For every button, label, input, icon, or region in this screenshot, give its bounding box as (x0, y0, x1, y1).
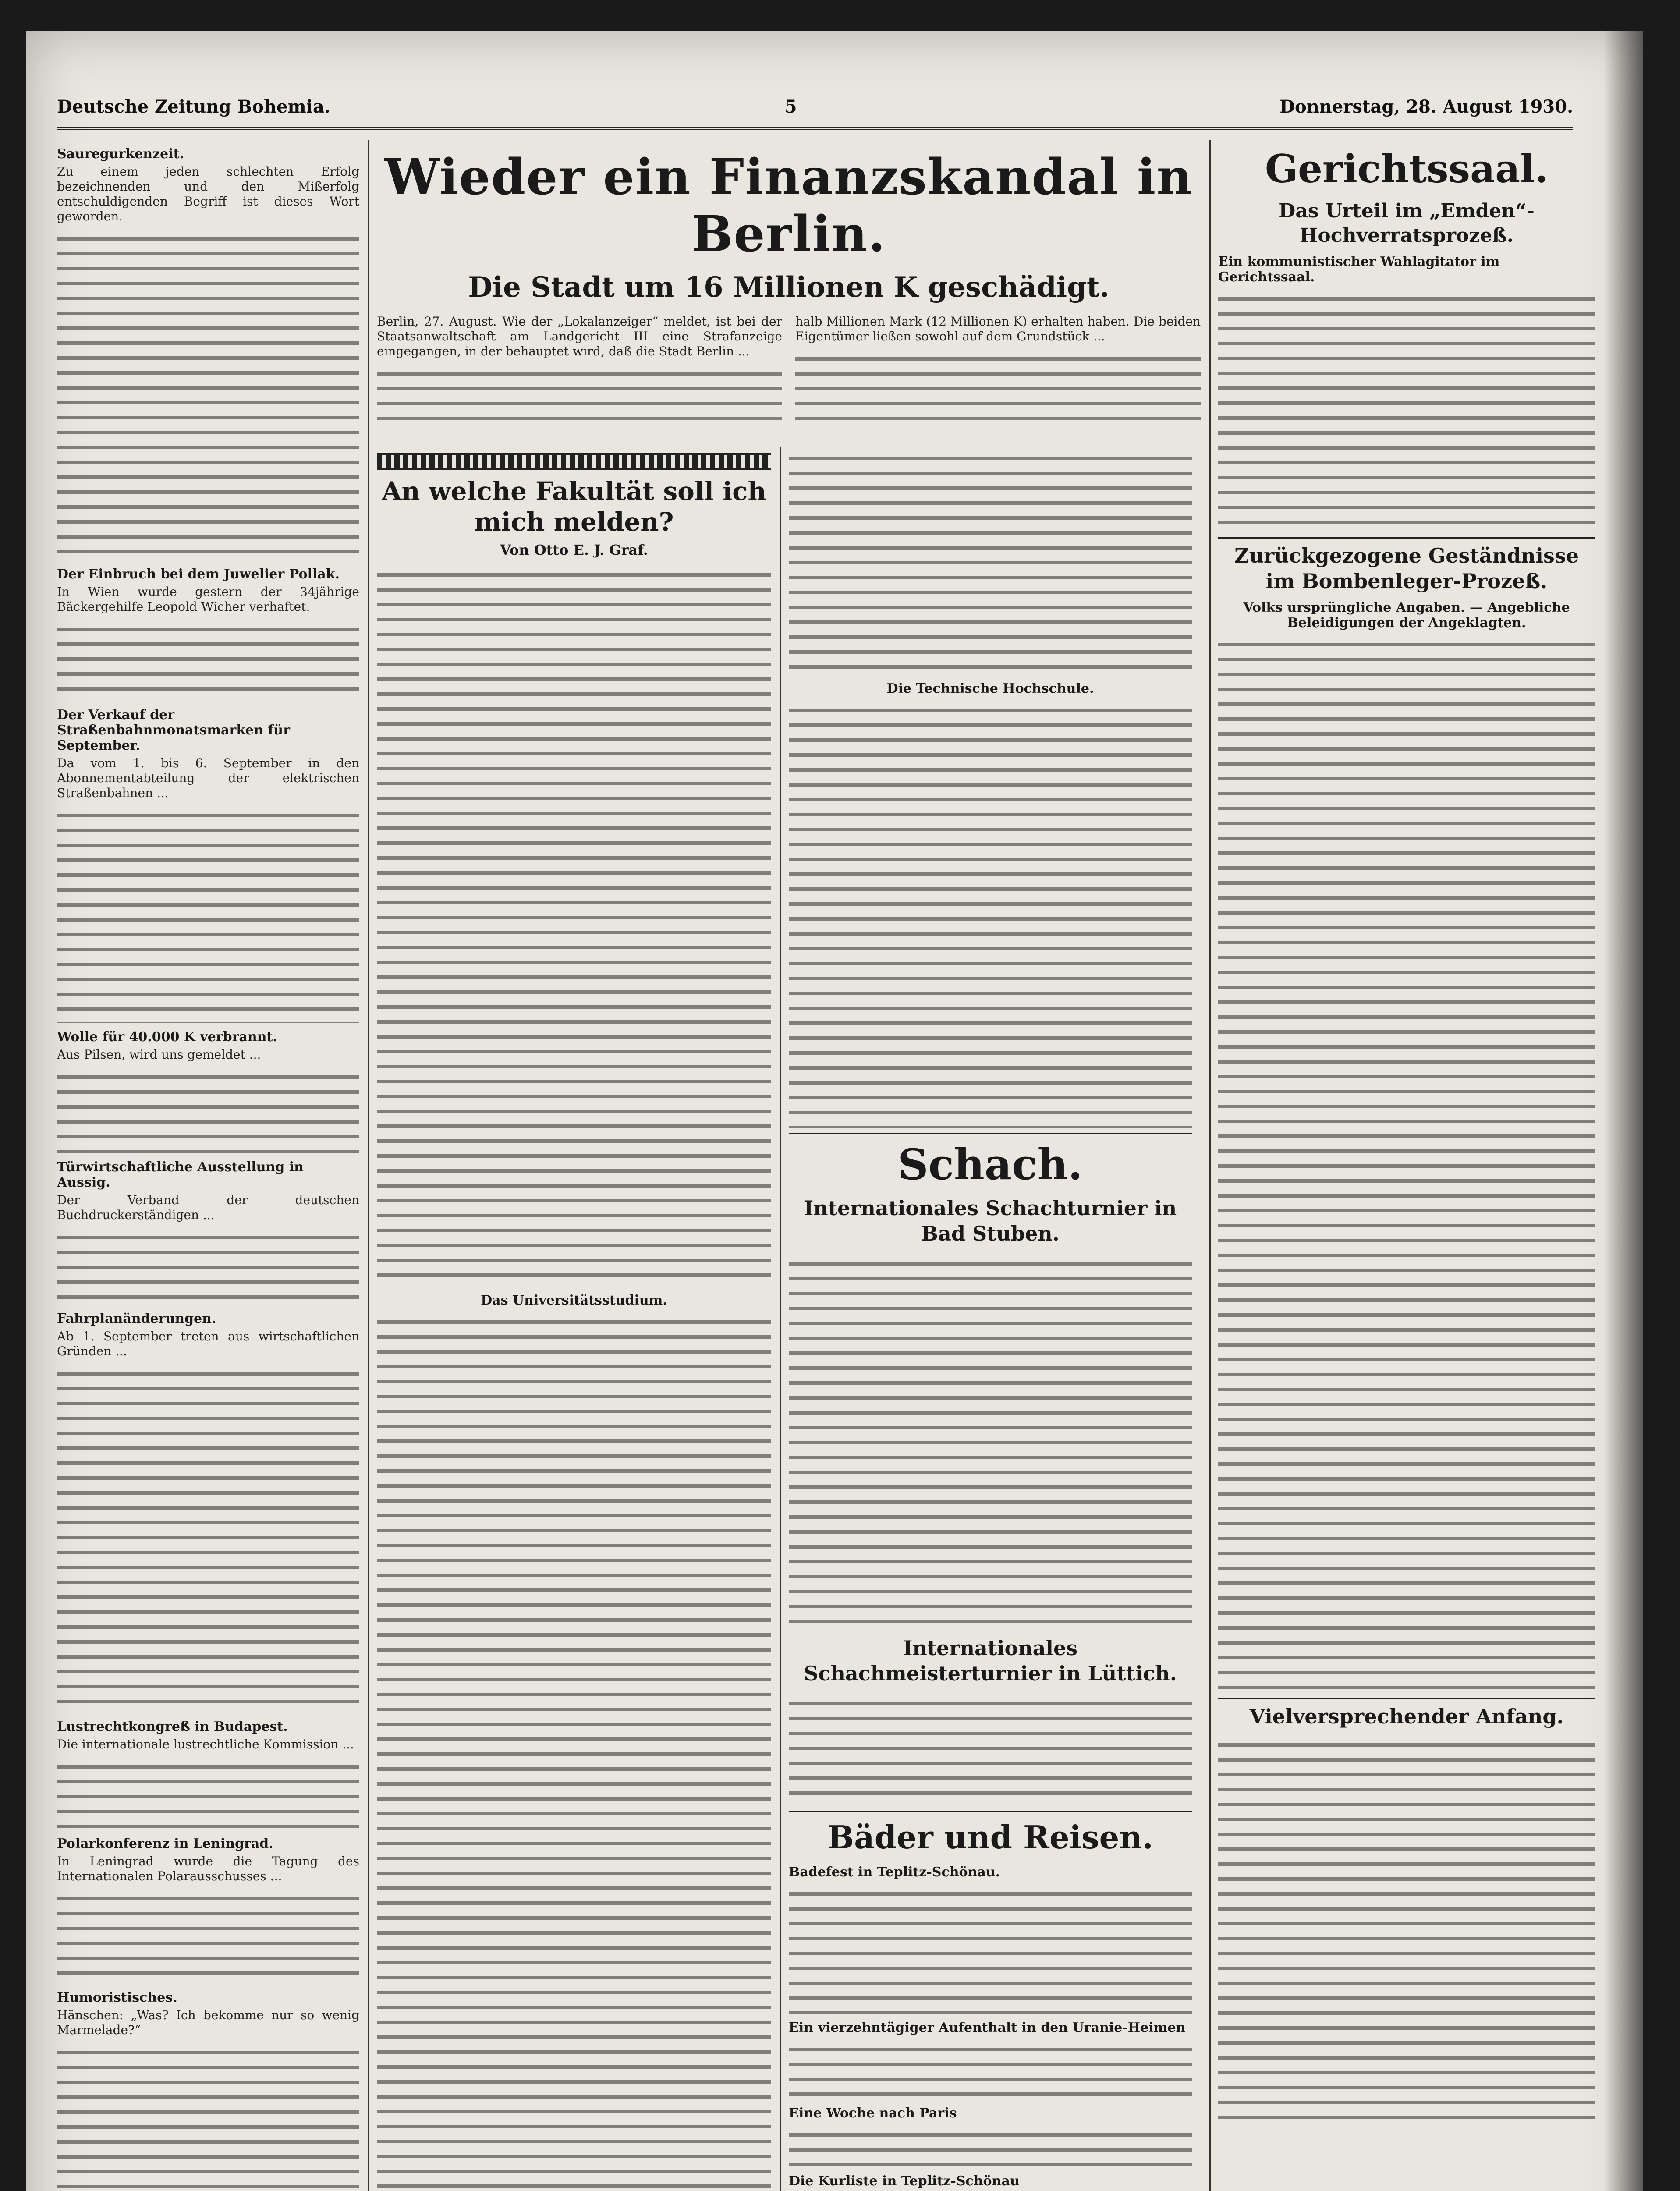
page-gutter-shadow (1604, 31, 1643, 2191)
article-text: In Wien wurde gestern der 34jährige Bäckergehilfe Leopold Wicher verhaftet. (57, 585, 359, 614)
article-title: Türwirtschaftliche Ausstellung in Aussig. (57, 1159, 304, 1190)
text-body (57, 2041, 359, 2191)
article-text: Die internationale lustrechtliche Kommission ... (57, 1737, 354, 1751)
column-3 (789, 447, 1192, 2191)
text-body (57, 1887, 359, 1984)
text-body (57, 1066, 359, 1153)
text-body (795, 347, 1201, 429)
text-body (789, 699, 1192, 1128)
divider (1218, 537, 1595, 539)
text-body (789, 2038, 1192, 2099)
article-fahrplan (57, 1311, 359, 1713)
baeder-item: Ein vierzehntägiger Aufenthalt in den Uranie-Heimen (789, 2020, 1186, 2035)
article-title: Polarkonferenz in Leningrad. (57, 1836, 273, 1851)
gericht-subtitle-3: Vielversprechender Anfang. (1249, 1705, 1564, 1728)
text-body (377, 1311, 771, 2191)
column-2 (377, 447, 771, 2191)
lead-left (377, 314, 782, 429)
article-ausstellung (57, 1159, 359, 1305)
text-body (57, 1755, 359, 1830)
article-text: Aus Pilsen, wird uns gemeldet ... (57, 1047, 261, 1062)
gerichtssaal-title: Gerichtssaal. (1265, 146, 1549, 191)
text-body (789, 2124, 1192, 2167)
article-title: Humoristisches. (57, 1990, 177, 2005)
text-body (789, 1883, 1192, 2014)
column-1 (57, 140, 359, 2191)
lead-text: Berlin, 27. August. Wie der „Lokalanzeiger“ meldet, ist bei der Staatsanwaltschaft am Landgericht III eine Strafanzeige eingegangen, in der behauptet wird, daß die Stadt Berlin ... (377, 314, 782, 358)
page-number: 5 (784, 96, 797, 117)
divider (789, 1811, 1192, 1812)
text-body (57, 618, 359, 701)
article-title: Lustrechtkongreß in Budapest. (57, 1719, 288, 1734)
issue-date: Donnerstag, 28. August 1930. (1279, 96, 1573, 117)
gericht-subtitle-1: Das Urteil im „Emden“-Hochverratsprozeß. (1279, 200, 1535, 247)
schach-subtitle-1: Internationales Schachturnier in Bad Stuben. (804, 1196, 1177, 1245)
text-body (789, 1252, 1192, 1629)
section-title: Die Technische Hochschule. (886, 681, 1094, 696)
running-header (57, 96, 1573, 130)
text-body (57, 227, 359, 560)
baeder-item: Eine Woche nach Paris (789, 2106, 957, 2121)
newspaper-name: Deutsche Zeitung Bohemia. (57, 96, 330, 117)
text-body (1218, 287, 1595, 533)
article-humor (57, 1990, 359, 2191)
article-wolle (57, 1029, 359, 1153)
text-body (57, 1362, 359, 1713)
article-title: Der Verkauf der Straßenbahnmonatsmarken für September. (57, 707, 290, 753)
lead-right (795, 314, 1201, 429)
article-text: Hänschen: „Was? Ich bekomme nur so wenig Marmelade?“ (57, 2008, 359, 2037)
article-title: Sauregurkenzeit. (57, 146, 184, 162)
headline-block (377, 140, 1201, 429)
article-text: Ab 1. September treten aus wirtschaftlichen Gründen ... (57, 1329, 359, 1358)
divider (1218, 1698, 1595, 1699)
headline-finanzskandal: Wieder ein Finanzskandal in Berlin. (384, 149, 1193, 263)
article-strassenbahn (57, 707, 359, 1023)
article-title: Der Einbruch bei dem Juwelier Pollak. (57, 567, 340, 582)
article-text: Der Verband der deutschen Buchdruckerständigen ... (57, 1193, 359, 1222)
lead-text: halb Millionen Mark (12 Millionen K) erhalten haben. Die beiden Eigentümer ließen sowohl auf dem Grundstück ... (795, 314, 1201, 344)
article-text: In Leningrad wurde die Tagung des Internationalen Polarausschusses ... (57, 1854, 359, 1883)
article-sauregurkenzeit (57, 146, 359, 560)
text-body (789, 447, 1192, 675)
gericht-subtitle-2b: Volks ursprüngliche Angaben. — Angebliche Beleidigungen der Angeklagten. (1243, 600, 1570, 631)
ornamental-divider (377, 453, 771, 470)
text-body (377, 564, 771, 1287)
baeder-item: Die Kurliste in Teplitz-Schönau (789, 2173, 1020, 2189)
text-body (57, 1226, 359, 1305)
divider (789, 1133, 1192, 1134)
schach-subtitle-2: Internationales Schachmeisterturnier in Lüttich. (804, 1636, 1177, 1685)
baeder-title: Bäder und Reisen. (827, 1819, 1153, 1856)
newspaper-page (26, 31, 1643, 2191)
headline-lead (377, 314, 1201, 429)
column-rule (780, 447, 781, 2191)
article-title: Wolle für 40.000 K verbrannt. (57, 1029, 277, 1045)
column-rule (1209, 140, 1211, 2191)
column-rule (368, 140, 369, 2191)
article-einbruch (57, 567, 359, 701)
byline: Von Otto E. J. Graf. (500, 542, 648, 558)
subheadline: Die Stadt um 16 Millionen K geschädigt. (468, 271, 1109, 304)
text-body (789, 1692, 1192, 1806)
text-body (377, 362, 782, 429)
article-title: Fahrplanänderungen. (57, 1311, 216, 1326)
schach-title: Schach. (898, 1140, 1083, 1189)
article-kongress (57, 1719, 359, 1830)
article-text: Zu einem jeden schlechten Erfolg bezeichnenden und den Mißerfolg entschuldigenden Begriff ist dieses Wort geworden. (57, 164, 359, 223)
text-body (1218, 1734, 1595, 2119)
gericht-subtitle-2: Zurückgezogene Geständnisse im Bombenleger-Prozeß. (1234, 544, 1579, 593)
section-title: Das Universitätsstudium. (481, 1293, 667, 1308)
column-4 (1218, 140, 1595, 2191)
text-body (1218, 633, 1595, 1694)
article-text: Da vom 1. bis 6. September in den Abonnementabteilung der elektrischen Straßenbahnen ... (57, 756, 359, 800)
gericht-subtitle-1b: Ein kommunistischer Wahlagitator im Gerichtssaal. (1218, 254, 1500, 285)
baeder-item: Badefest in Teplitz-Schönau. (789, 1865, 1000, 1880)
article-polar (57, 1836, 359, 1984)
text-body (57, 804, 359, 1023)
article-title-fakultaet: An welche Fakultät soll ich mich melden? (382, 476, 766, 537)
